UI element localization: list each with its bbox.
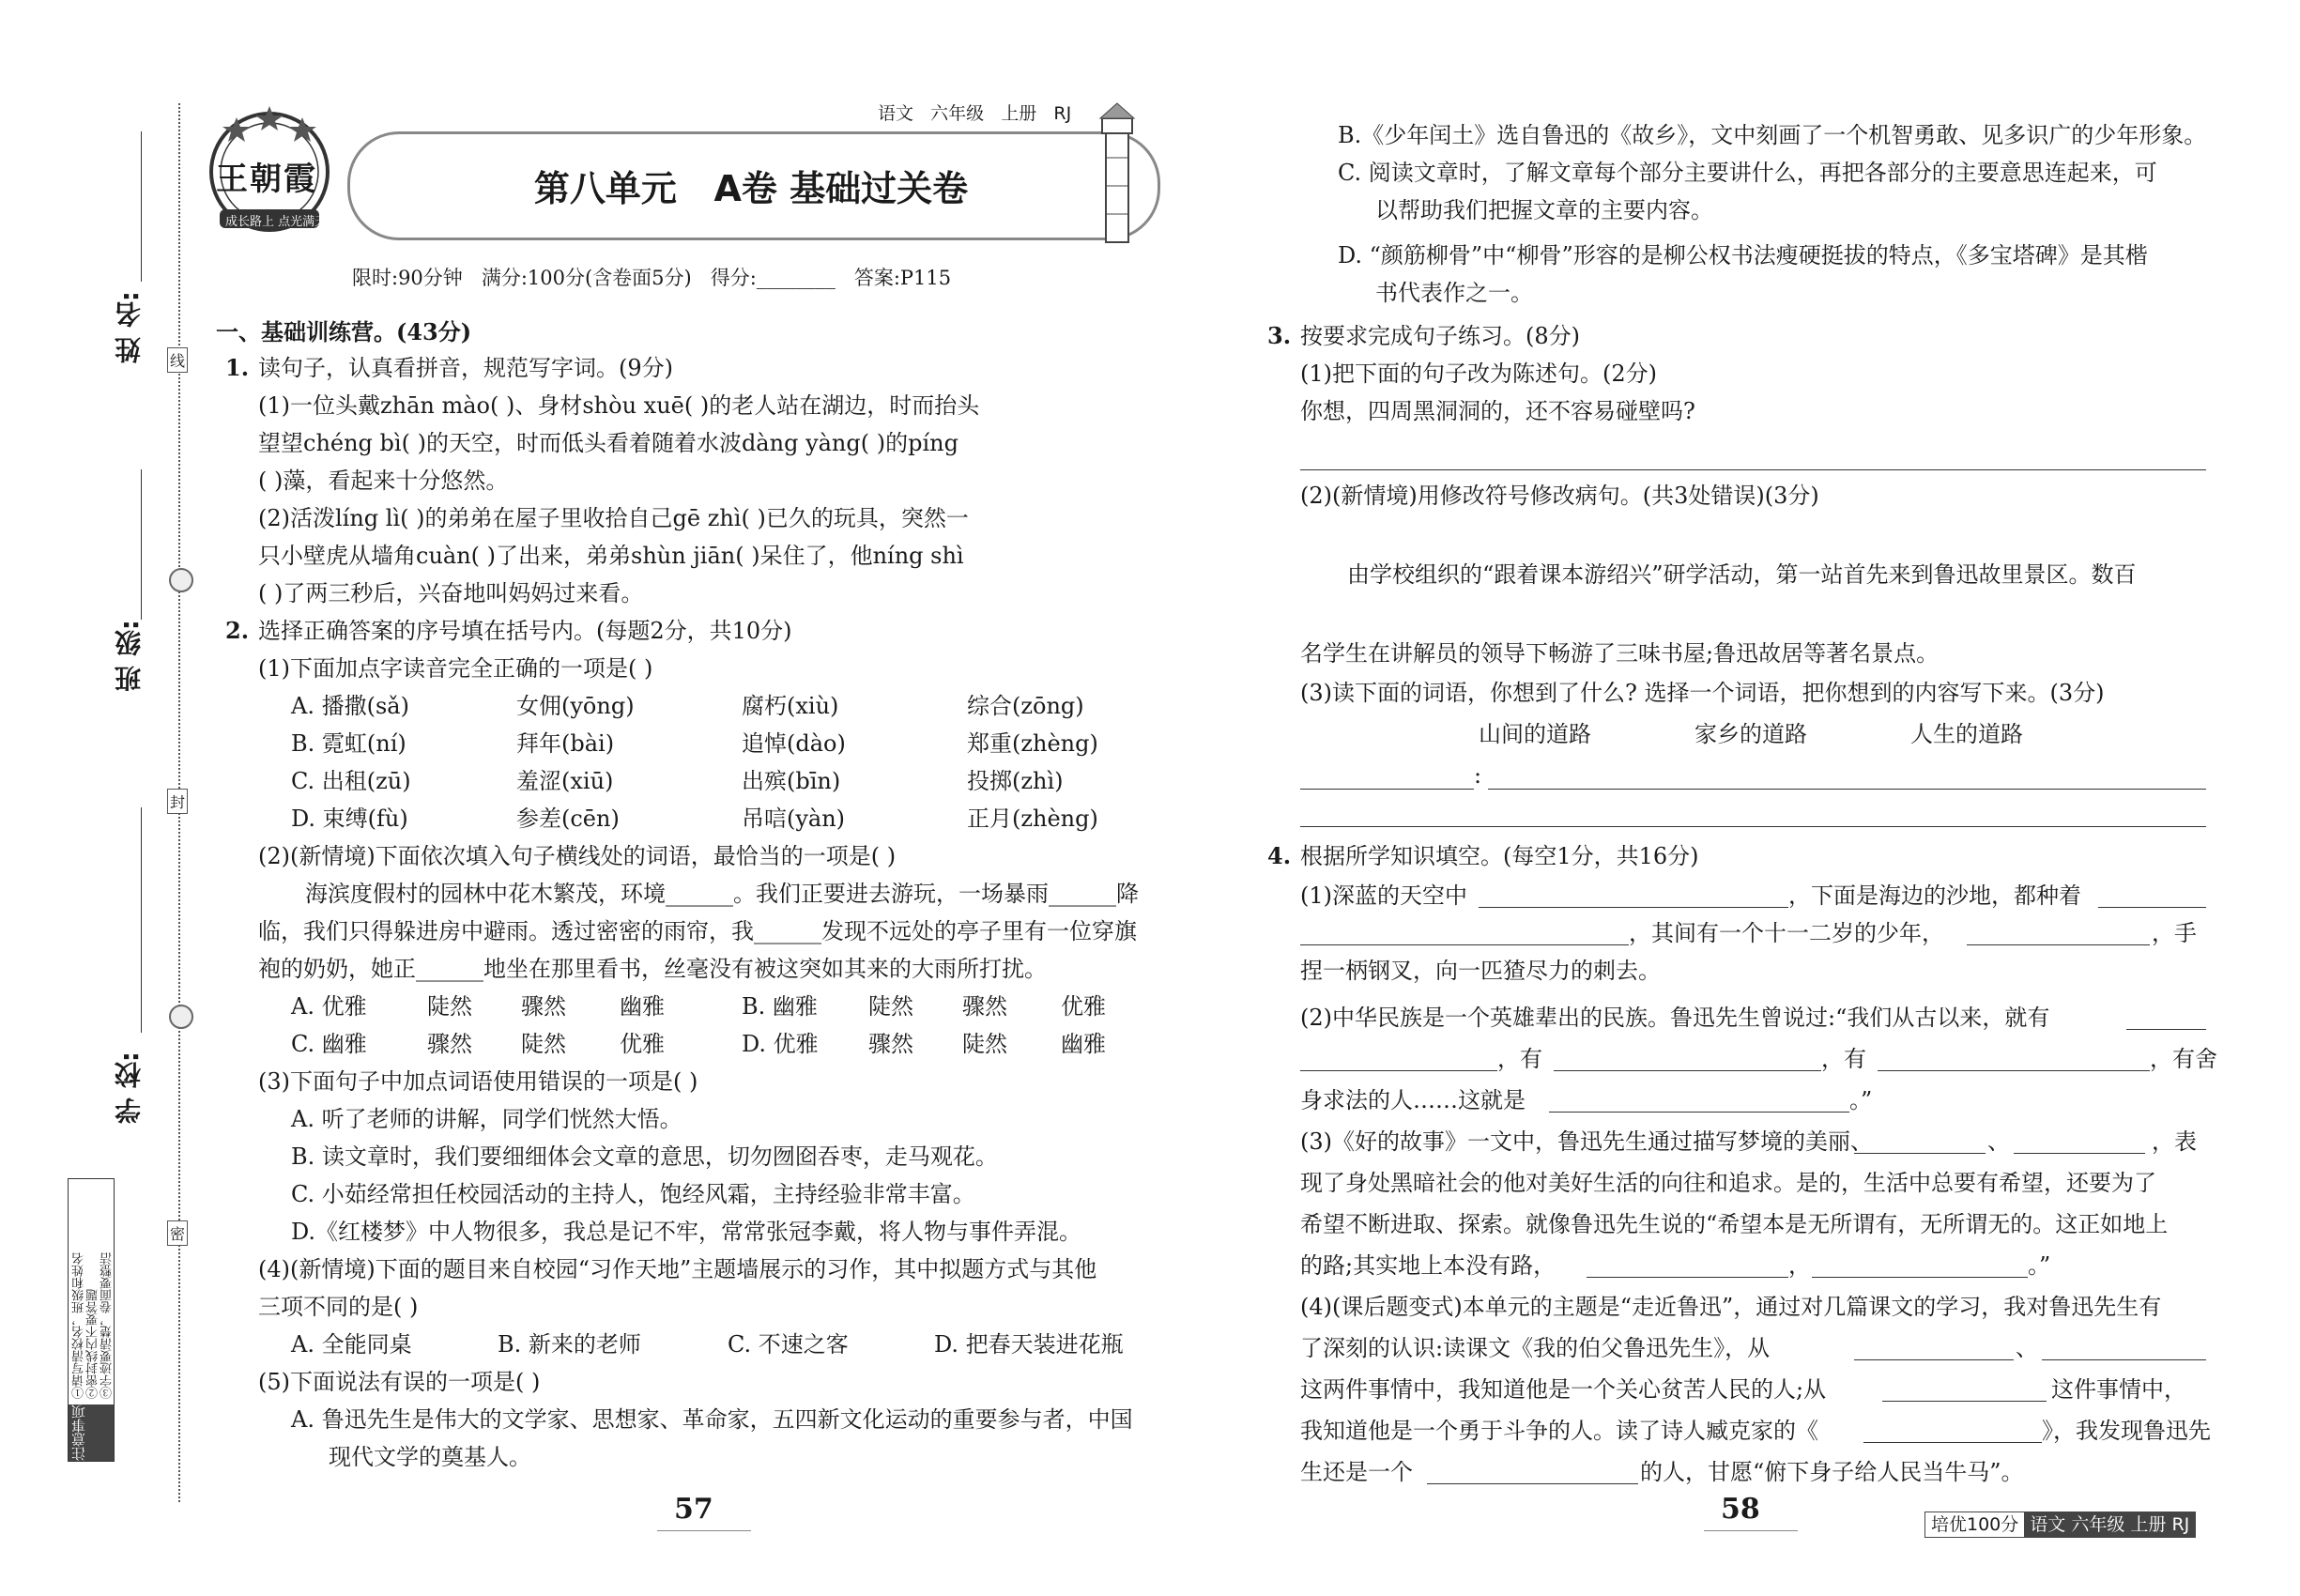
q2-1-opt-c-1: C. 出租(zū) — [291, 768, 411, 794]
q3-3-word-2: 家乡的道路 — [1694, 721, 1807, 747]
q3-3-word-blank[interactable] — [1300, 789, 1474, 790]
q3-3-word-1: 山间的道路 — [1479, 721, 1591, 747]
q2-number: 2. — [225, 617, 250, 644]
q4-text: 。” — [2028, 1252, 2051, 1279]
q4-text: 我知道他是一个勇于斗争的人。读了诗人臧克家的《 — [1300, 1418, 1818, 1444]
brand-logo — [199, 99, 340, 239]
q2-1-opt-b-2: 拜年(bài) — [516, 730, 615, 757]
q4-title: 根据所学知识填空。(每空1分，共16分) — [1300, 843, 1699, 869]
q4-blank[interactable] — [1554, 1070, 1821, 1071]
q1-line-1: (1)一位头戴zhān mào( )、身材shòu xuē( )的老人站在湖边，时而抬头 — [258, 392, 980, 419]
q2-4-opt-c: C. 不速之客 — [728, 1331, 849, 1358]
q4-text: 的人，甘愿“俯下身子给人民当牛马”。 — [1640, 1459, 2024, 1485]
q4-text: ，下面是海边的沙地，都种着 — [1788, 882, 2081, 909]
q3-3-answer-line-2[interactable] — [1300, 826, 2206, 827]
meta-grade: 六年级 — [930, 103, 985, 124]
page-title: 第八单元 A卷 基础过关卷 — [533, 168, 969, 209]
section-1-heading: 一、基础训练营。(43分) — [216, 318, 472, 345]
q2-1-opt-b-4: 郑重(zhèng) — [967, 730, 1098, 757]
q3-3-answer-line-1[interactable] — [1488, 789, 2206, 790]
q2-1-opt-a-3: 腐朽(xiù) — [742, 693, 839, 719]
seal-mark-2: 封 — [167, 789, 188, 814]
seal-mark-1: 线 — [167, 347, 188, 373]
q2-3-opt-b: B. 读文章时，我们要细细体会文章的意思，切勿囫囵吞枣，走马观花。 — [291, 1143, 998, 1170]
q2-4-opt-d: D. 把春天装进花瓶 — [934, 1331, 1124, 1358]
page-ornament-left — [657, 1530, 751, 1531]
q4-text: 。” — [1849, 1087, 1873, 1113]
q4-text: (1)深蓝的天空中 — [1300, 882, 1467, 909]
q2-2-opt: 骤然 — [521, 993, 566, 1020]
q2-5-opt-b: B.《少年闰土》选自鲁迅的《故乡》，文中刻画了一个机智勇敢、见多识广的少年形象。 — [1338, 122, 2207, 148]
q2-5-opt-c: C. 阅读文章时，了解文章每个部分主要讲什么，再把各部分的主要意思连起来，可 — [1338, 160, 2157, 186]
q4-text: 的路;其实地上本没有路， — [1300, 1252, 1556, 1279]
q4-blank[interactable] — [1300, 1070, 1497, 1071]
q4-blank[interactable] — [1854, 1359, 2014, 1360]
q4-text: 身求法的人……这就是 — [1300, 1087, 1526, 1113]
q4-text: ， — [1788, 1252, 1811, 1279]
q2-3-opt-d: D.《红楼梦》中人物很多，我总是记不牢，常常张冠李戴，将人物与事件弄混。 — [291, 1219, 1082, 1245]
logo-text: 王朝霞 — [216, 161, 317, 198]
q2-1-opt-a-4: 综合(zōng) — [967, 693, 1084, 719]
notice-title: 注意事项 — [69, 1404, 114, 1461]
lighthouse-icon — [1080, 101, 1155, 255]
q2-4-opt-a: A. 全能同桌 — [291, 1331, 412, 1358]
class-label: 班 级: — [114, 620, 145, 692]
q4-text: ，有舍 — [2150, 1046, 2217, 1072]
q4-blank[interactable] — [1427, 1483, 1638, 1484]
footer-edition: RJ — [2171, 1514, 2190, 1535]
q2-5-opt-c-cont: 以帮助我们把握文章的主要内容。 — [1375, 197, 1713, 223]
q4-blank[interactable] — [2098, 907, 2206, 908]
q4-text: ，有 — [1497, 1046, 1542, 1072]
q2-2-opt: C. 幽雅 — [291, 1031, 367, 1057]
book-meta — [878, 100, 1071, 125]
q2-2-passage-3: 袍的奶奶，她正______地坐在那里看书，丝毫没有被这突如其来的大雨所打扰。 — [258, 956, 1047, 982]
q2-2-opt: B. 幽雅 — [742, 993, 818, 1020]
q4-text: 生还是一个 — [1300, 1459, 1413, 1485]
footer-volume: 上册 — [2130, 1514, 2167, 1535]
q4-text: ，有 — [1821, 1046, 1866, 1072]
q2-5-opt-d-cont: 书代表作之一。 — [1375, 280, 1533, 306]
q2-4-stem: (4)(新情境)下面的题目来自校园“习作天地”主题墙展示的习作，其中拟题方式与其他 — [258, 1256, 1097, 1282]
q4-blank[interactable] — [1300, 944, 1629, 945]
q1-line-6: ( )了两三秒后，兴奋地叫妈妈过来看。 — [258, 580, 644, 606]
q4-text: ，表 — [2152, 1128, 2197, 1155]
q2-2-opt: 陡然 — [868, 993, 913, 1020]
q4-text: 、 — [2016, 1335, 2038, 1361]
q4-blank[interactable] — [1479, 907, 1788, 908]
q2-1-opt-c-2: 羞涩(xiū) — [516, 768, 614, 794]
q2-2-opt: 优雅 — [620, 1031, 665, 1057]
q2-2-opt: 骤然 — [962, 993, 1007, 1020]
q2-1-opt-d-3: 吊唁(yàn) — [742, 806, 846, 832]
q3-3-stem: (3)读下面的词语，你想到了什么? 选择一个词语，把你想到的内容写下来。(3分) — [1300, 680, 2105, 706]
q2-2-opt: 优雅 — [1061, 993, 1106, 1020]
q4-text: ，手 — [2152, 920, 2197, 946]
q3-3-colon: : — [1474, 762, 1482, 789]
q2-2-opt: 幽雅 — [620, 993, 665, 1020]
q2-2-opt: D. 优雅 — [742, 1031, 819, 1057]
q2-1-opt-a-2: 女佣(yōng) — [516, 693, 635, 719]
q2-1-stem: (1)下面加点字读音完全正确的一项是( ) — [258, 655, 653, 682]
q1-number: 1. — [225, 354, 250, 381]
q2-5-opt-d: D. “颜筋柳骨”中“柳骨”形容的是柳公权书法瘦硬挺拔的特点，《多宝塔碑》是其楷 — [1338, 242, 2148, 269]
seal-hole-1 — [169, 568, 193, 592]
meta-edition: RJ — [1053, 103, 1072, 124]
footer-brand: 培优100分 — [1931, 1514, 2019, 1535]
q4-text: 希望不断进取、探索。就像鲁迅先生说的“希望本是无所谓有，无所谓无的。这正如地上 — [1300, 1211, 2169, 1237]
q4-text: 现了身处黑暗社会的他对美好生活的向往和追求。是的，生活中总要有希望，还要为了 — [1300, 1170, 2156, 1196]
q4-text: 、 — [1987, 1128, 2010, 1155]
notice-item-2: ②密封线内不要答题 — [86, 1289, 100, 1399]
footer-series — [1924, 1512, 2196, 1538]
q4-blank[interactable] — [1878, 1070, 2150, 1071]
q4-blank[interactable] — [2014, 1153, 2145, 1154]
q2-3-opt-c: C. 小茹经常担任校园活动的主持人，饱经风霜，主持经验非常丰富。 — [291, 1181, 975, 1207]
notice-item-3: ③字迹要清楚，卷面要整洁 — [100, 1252, 115, 1399]
q2-1-opt-d-1: D. 束缚(fù) — [291, 806, 408, 832]
q2-4-stem-cont: 三项不同的是( ) — [258, 1294, 419, 1320]
seal-hole-2 — [169, 1005, 193, 1029]
q2-1-opt-d-4: 正月(zhèng) — [967, 806, 1098, 832]
school-line — [141, 807, 142, 1033]
page-number-left: 57 — [674, 1493, 713, 1526]
seal-mark-3: 密 — [167, 1220, 188, 1246]
footer-grade: 六年级 — [2071, 1514, 2125, 1535]
page-ornament-right — [1704, 1530, 1798, 1531]
q3-1-stem: (1)把下面的句子改为陈述句。(2分) — [1300, 361, 1657, 387]
q4-text: 》，我发现鲁迅先 — [2042, 1418, 2211, 1444]
q2-2-opt: 陡然 — [427, 993, 472, 1020]
meta-subject: 语文 — [878, 103, 914, 124]
q1-line-2: 望望chéng bì( )的天空，时而低头看着随着水波dàng yàng( )的píng — [258, 430, 958, 456]
q4-text: ，其间有一个十一二岁的少年， — [1629, 920, 1944, 946]
q2-2-opt: A. 优雅 — [291, 993, 367, 1020]
notice-item-1: ①请写清校名，班级和姓名 — [72, 1252, 86, 1399]
q2-1-opt-d-2: 参差(cēn) — [516, 806, 620, 832]
q3-1-answer-line[interactable] — [1300, 469, 2206, 470]
q2-4-opt-b: B. 新来的老师 — [498, 1331, 641, 1358]
q3-2-passage-2: 名学生在讲解员的领导下畅游了三味书屋;鲁迅故居等著名景点。 — [1300, 640, 1940, 667]
school-label: 学 校: — [114, 1051, 145, 1124]
q3-3-word-3: 人生的道路 — [1910, 721, 2023, 747]
q4-text: 捏一柄钢叉，向一匹猹尽力的刺去。 — [1300, 958, 1661, 984]
q2-5-stem: (5)下面说法有误的一项是( ) — [258, 1369, 541, 1395]
q3-2-passage-1: 由学校组织的“跟着课本游绍兴”研学活动，第一站首先来到鲁迅故里景区。数百 — [1347, 561, 2137, 588]
q3-2-stem: (2)(新情境)用修改符号修改病句。(共3处错误)(3分) — [1300, 483, 1819, 509]
q2-2-opt: 骤然 — [427, 1031, 472, 1057]
page-number-right: 58 — [1721, 1493, 1760, 1526]
q2-2-stem: (2)(新情境)下面依次填入句子横线处的词语，最恰当的一项是( ) — [258, 843, 897, 869]
q4-blank[interactable] — [1863, 1442, 2042, 1443]
q3-number: 3. — [1267, 322, 1292, 349]
q1-line-5: 只小壁虎从墙角cuàn( )了出来，弟弟shùn jiān( )呆住了，他níng shì — [258, 543, 964, 569]
q2-3-stem: (3)下面句子中加点词语使用错误的一项是( ) — [258, 1068, 698, 1095]
q2-1-opt-b-3: 追悼(dào) — [742, 730, 846, 757]
name-label: 姓 名: — [114, 291, 145, 363]
q2-5-opt-a-cont: 现代文学的奠基人。 — [329, 1444, 531, 1470]
q4-text: (3)《好的故事》一文中，鲁迅先生通过描写梦境的美丽、 — [1300, 1128, 1873, 1155]
q4-text: 这件事情中， — [2051, 1376, 2186, 1403]
footer-subject: 语文 — [2030, 1514, 2066, 1535]
q4-text: 这两件事情中，我知道他是一个关心贫苦人民的人;从 — [1300, 1376, 1827, 1403]
q4-blank[interactable] — [1549, 1112, 1849, 1113]
exam-info: 限时:90分钟 满分:100分(含卷面5分) 得分:________ 答案:P115 — [352, 267, 952, 289]
class-line — [141, 469, 142, 620]
name-line — [141, 131, 142, 282]
q1-line-4: (2)活泼líng lì( )的弟弟在屋子里收拾自己gē zhì( )已久的玩具，突然一 — [258, 505, 969, 531]
notice-box — [68, 1178, 115, 1462]
q4-text: (2)中华民族是一个英雄辈出的民族。鲁迅先生曾说过:“我们从古以来，就有 — [1300, 1005, 2050, 1031]
q2-title: 选择正确答案的序号填在括号内。(每题2分，共10分) — [258, 618, 792, 644]
q4-text: (4)(课后题变式)本单元的主题是“走近鲁迅”，通过对几篇课文的学习，我对鲁迅先生有 — [1300, 1294, 2162, 1320]
q1-line-3: ( )藻，看起来十分悠然。 — [258, 468, 509, 494]
logo-subtext: 成长路上 点光满天 — [225, 215, 328, 229]
q2-3-opt-a: A. 听了老师的讲解，同学们恍然大悟。 — [291, 1106, 682, 1132]
meta-volume: 上册 — [1001, 103, 1037, 124]
q4-blank[interactable] — [1967, 944, 2150, 945]
q2-1-opt-c-4: 投掷(zhì) — [967, 768, 1064, 794]
q2-2-passage-1: 海滨度假村的园林中花木繁茂，环境______。我们正要进去游玩，一场暴雨______降 — [305, 881, 1139, 907]
q2-2-opt: 幽雅 — [1061, 1031, 1106, 1057]
q1-title: 读句子，认真看拼音，规范写字词。(9分) — [258, 355, 673, 381]
q4-blank[interactable] — [2042, 1359, 2206, 1360]
q4-text: 了深刻的认识:读课文《我的伯父鲁迅先生》，从 — [1300, 1335, 1771, 1361]
q4-blank[interactable] — [2126, 1029, 2206, 1030]
q2-2-opt: 陡然 — [521, 1031, 566, 1057]
q4-blank[interactable] — [1587, 1277, 1788, 1278]
q2-2-passage-2: 临，我们只得躲进房中避雨。透过密密的雨帘，我______发现不远处的亭子里有一位穿旗 — [258, 918, 1137, 944]
q4-blank[interactable] — [1812, 1277, 2028, 1278]
q2-1-opt-c-3: 出殡(bīn) — [742, 768, 841, 794]
q4-blank[interactable] — [1854, 1153, 1986, 1154]
q3-1-sentence: 你想，四周黑洞洞的，还不容易碰壁吗? — [1300, 398, 1695, 424]
q2-1-opt-b-1: B. 霓虹(ní) — [291, 730, 406, 757]
q3-title: 按要求完成句子练习。(8分) — [1300, 323, 1580, 349]
q2-2-opt: 陡然 — [962, 1031, 1007, 1057]
q2-1-opt-a-1: A. 播撒(sǎ) — [291, 693, 409, 719]
q4-blank[interactable] — [1882, 1401, 2047, 1402]
q2-5-opt-a: A. 鲁迅先生是伟大的文学家、思想家、革命家，五四新文化运动的重要参与者，中国 — [291, 1406, 1133, 1433]
q2-2-opt: 骤然 — [868, 1031, 913, 1057]
q4-number: 4. — [1267, 842, 1292, 869]
